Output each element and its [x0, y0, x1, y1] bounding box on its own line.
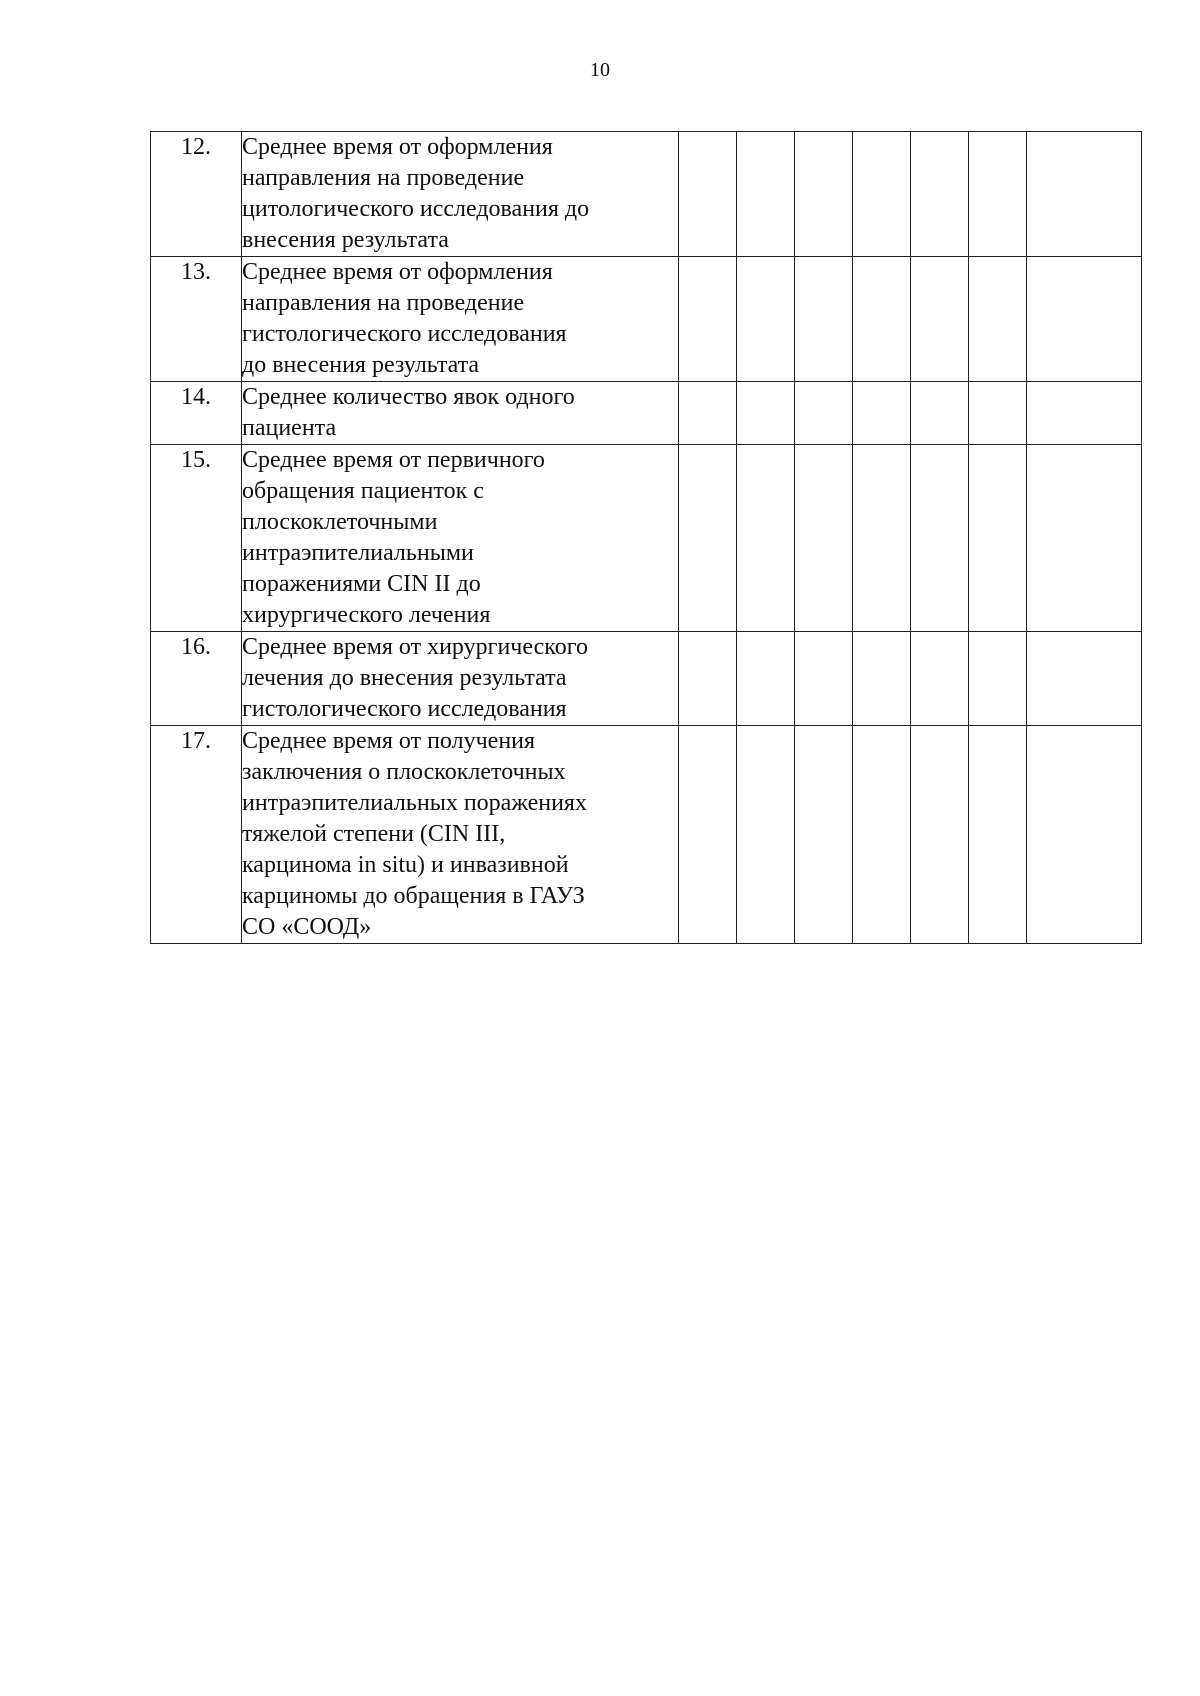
value-cell: [853, 132, 911, 257]
description-line: цитологического исследования до: [242, 196, 590, 222]
description-line: заключения о плоскоклеточных: [242, 759, 566, 785]
description-line: Среднее время от оформления: [242, 259, 553, 285]
value-cell: [853, 445, 911, 632]
value-cell: [1027, 382, 1142, 445]
description-line: до внесения результата: [242, 352, 480, 378]
value-cell: [1027, 132, 1142, 257]
value-cell: [737, 257, 795, 382]
value-cell: [1027, 726, 1142, 944]
row-number: 12.: [151, 132, 242, 257]
value-cell: [737, 382, 795, 445]
value-cell: [795, 445, 853, 632]
value-cell: [1027, 257, 1142, 382]
row-number: 17.: [151, 726, 242, 944]
indicator-description: [242, 132, 679, 257]
description-line: направления на проведение: [242, 165, 525, 191]
description-line: обращения пациенток с: [242, 478, 484, 504]
value-cell: [679, 445, 737, 632]
table-row: [151, 382, 1142, 445]
table-body: [151, 132, 1142, 944]
page-number: 10: [590, 59, 610, 81]
value-cell: [911, 382, 969, 445]
description-line: карцинома in situ) и инвазивной: [242, 852, 569, 878]
value-cell: [679, 257, 737, 382]
description-line: Среднее время от хирургического: [242, 634, 588, 660]
indicator-description: [242, 445, 679, 632]
value-cell: [969, 132, 1027, 257]
value-cell: [795, 382, 853, 445]
indicator-description: [242, 632, 679, 726]
description-line: плоскоклеточными: [242, 509, 438, 535]
description-line: Среднее время от первичного: [242, 447, 545, 473]
value-cell: [795, 257, 853, 382]
value-cell: [853, 382, 911, 445]
description-line: Среднее время от получения: [242, 728, 536, 754]
value-cell: [969, 382, 1027, 445]
description-line: СО «СООД»: [242, 914, 372, 940]
description-line: тяжелой степени (CIN III,: [242, 821, 506, 847]
indicator-description: [242, 382, 679, 445]
description-line: поражениями CIN II до: [242, 571, 481, 597]
value-cell: [853, 257, 911, 382]
description-line: карциномы до обращения в ГАУЗ: [242, 883, 585, 909]
row-number: 15.: [151, 445, 242, 632]
value-cell: [911, 632, 969, 726]
value-cell: [737, 132, 795, 257]
value-cell: [795, 132, 853, 257]
row-number: 13.: [151, 257, 242, 382]
row-number: 16.: [151, 632, 242, 726]
indicator-description: [242, 257, 679, 382]
table-row: [151, 445, 1142, 632]
table-row: [151, 726, 1142, 944]
description-line: пациента: [242, 415, 337, 441]
indicator-description: [242, 726, 679, 944]
value-cell: [911, 726, 969, 944]
value-cell: [853, 726, 911, 944]
description-line: направления на проведение: [242, 290, 525, 316]
value-cell: [737, 632, 795, 726]
value-cell: [911, 257, 969, 382]
value-cell: [969, 632, 1027, 726]
row-number: 14.: [151, 382, 242, 445]
value-cell: [679, 632, 737, 726]
description-line: внесения результата: [242, 227, 449, 253]
description-line: хирургического лечения: [242, 602, 491, 628]
value-cell: [911, 132, 969, 257]
table-row: [151, 132, 1142, 257]
indicators-table: [150, 131, 1142, 944]
description-line: гистологического исследования: [242, 696, 567, 722]
value-cell: [969, 445, 1027, 632]
description-line: Среднее время от оформления: [242, 134, 553, 160]
value-cell: [679, 726, 737, 944]
value-cell: [795, 632, 853, 726]
value-cell: [679, 382, 737, 445]
value-cell: [1027, 632, 1142, 726]
value-cell: [1027, 445, 1142, 632]
value-cell: [969, 726, 1027, 944]
table-row: [151, 632, 1142, 726]
value-cell: [969, 257, 1027, 382]
value-cell: [795, 726, 853, 944]
value-cell: [679, 132, 737, 257]
description-line: лечения до внесения результата: [242, 665, 567, 691]
value-cell: [853, 632, 911, 726]
value-cell: [737, 445, 795, 632]
value-cell: [911, 445, 969, 632]
value-cell: [737, 726, 795, 944]
description-line: гистологического исследования: [242, 321, 567, 347]
table-row: [151, 257, 1142, 382]
description-line: Среднее количество явок одного: [242, 384, 575, 410]
description-line: интраэпителиальными: [242, 540, 474, 566]
description-line: интраэпителиальных поражениях: [242, 790, 587, 816]
